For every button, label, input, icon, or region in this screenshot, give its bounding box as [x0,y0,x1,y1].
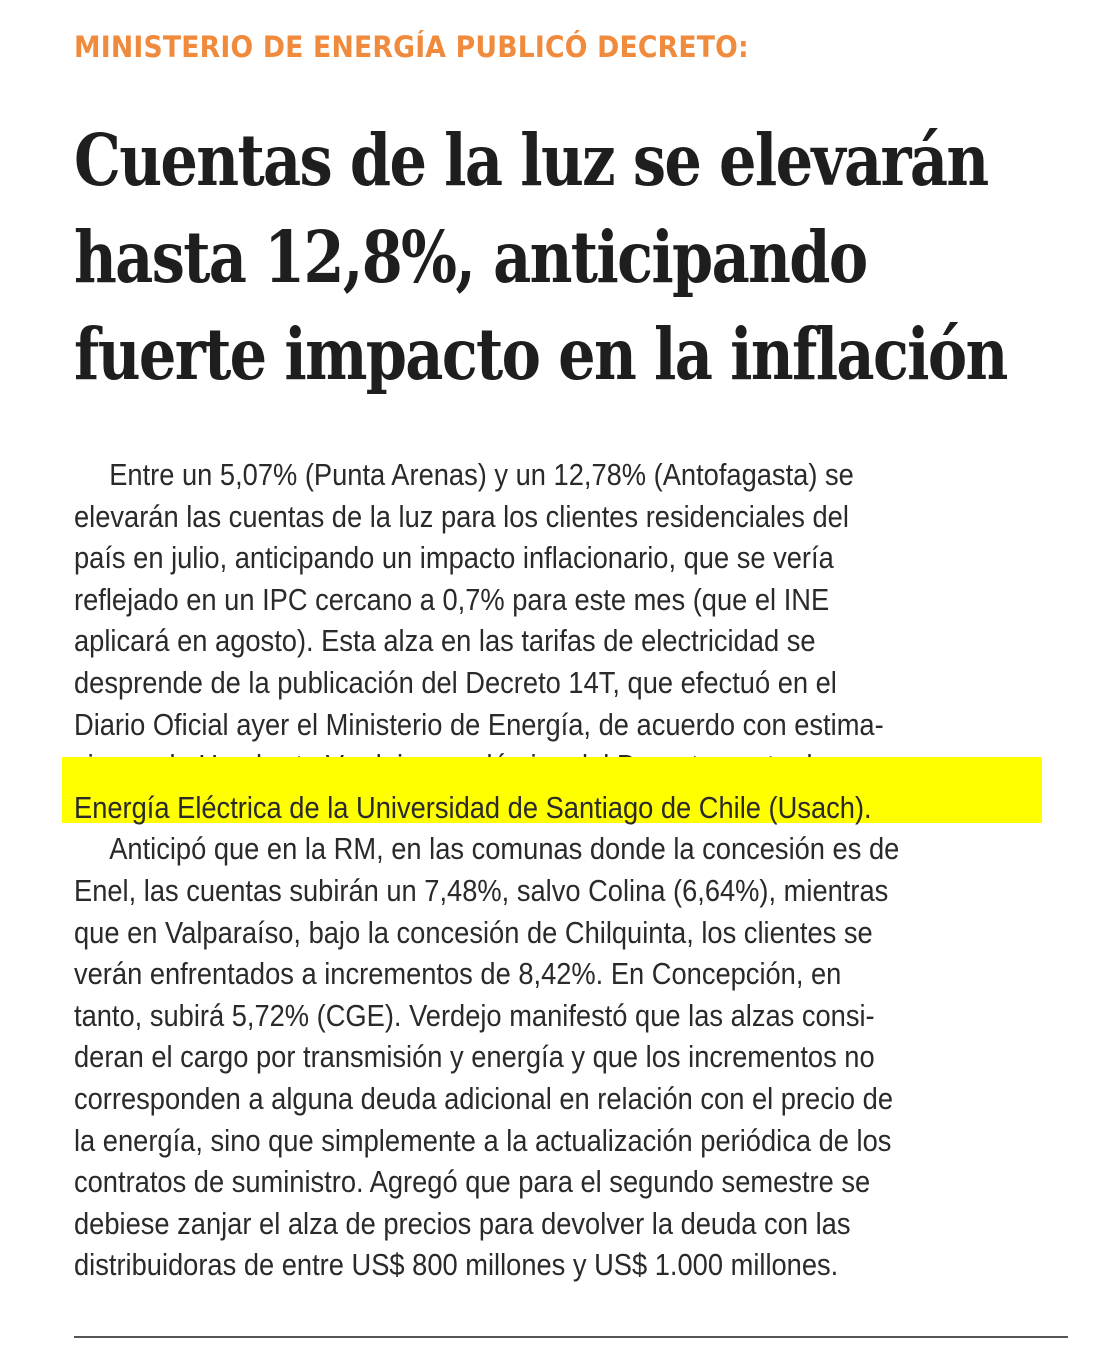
headline-line: fuerte impacto en la inflación [74,312,1007,396]
highlighted-line [74,787,1064,829]
paragraph-line: tanto, subirá 5,72% (CGE). Verdejo manifestó que las alzas consi- [74,997,875,1033]
bottom-divider [74,1336,1068,1338]
paragraph-line: Enel, las cuentas subirán un 7,48%, salvo Colina (6,64%), mientras [74,872,889,908]
paragraph-line: Diario Oficial ayer el Ministerio de Energía, de acuerdo con estima- [74,706,884,742]
paragraph-line: verán enfrentados a incrementos de 8,42%. En Concepción, en [74,956,842,992]
paragraph-line: contratos de suministro. Agregó que para el segundo semestre se [74,1164,871,1200]
paragraph-line: Energía Eléctrica de la Universidad de Santiago de Chile (Usach). [74,789,872,825]
paragraph-line: aplicará en agosto). Esta alza en las tarifas de electricidad se [74,623,816,659]
paragraph-line: distribuidoras de entre US$ 800 millones y US$ 1.000 millones. [74,1247,839,1283]
paragraph-line: deran el cargo por transmisión y energía y que los incrementos no [74,1039,875,1075]
paragraph-line: Anticipó que en la RM, en las comunas donde la concesión es de [109,831,900,867]
paragraph-line: debiese zanjar el alza de precios para devolver la deuda con las [74,1205,851,1241]
paragraph-line: país en julio, anticipando un impacto inflacionario, que se vería [74,540,834,576]
paragraph-line: reflejado en un IPC cercano a 0,7% para este mes (que el INE [74,581,830,617]
paragraph-line: la energía, sino que simplemente a la actualización periódica de los [74,1122,892,1158]
paragraph-line: corresponden a alguna deuda adicional en relación con el precio de [74,1080,893,1116]
headline-line: Cuentas de la luz se elevarán [74,118,988,202]
headline [74,112,1084,403]
paragraph-line: que en Valparaíso, bajo la concesión de Chilquinta, los clientes se [74,914,873,950]
paragraph-line: desprende de la publicación del Decreto 14T, que efectuó en el [74,664,837,700]
paragraph-line: elevarán las cuentas de la luz para los clientes residenciales del [74,498,849,534]
headline-line: hasta 12,8%, anticipando [74,215,867,299]
kicker: MINISTERIO DE ENERGÍA PUBLICÓ DECRETO: [74,30,749,64]
article-body [74,454,1064,1286]
paragraph-line: Entre un 5,07% (Punta Arenas) y un 12,78% (Antofagasta) se [109,457,854,492]
